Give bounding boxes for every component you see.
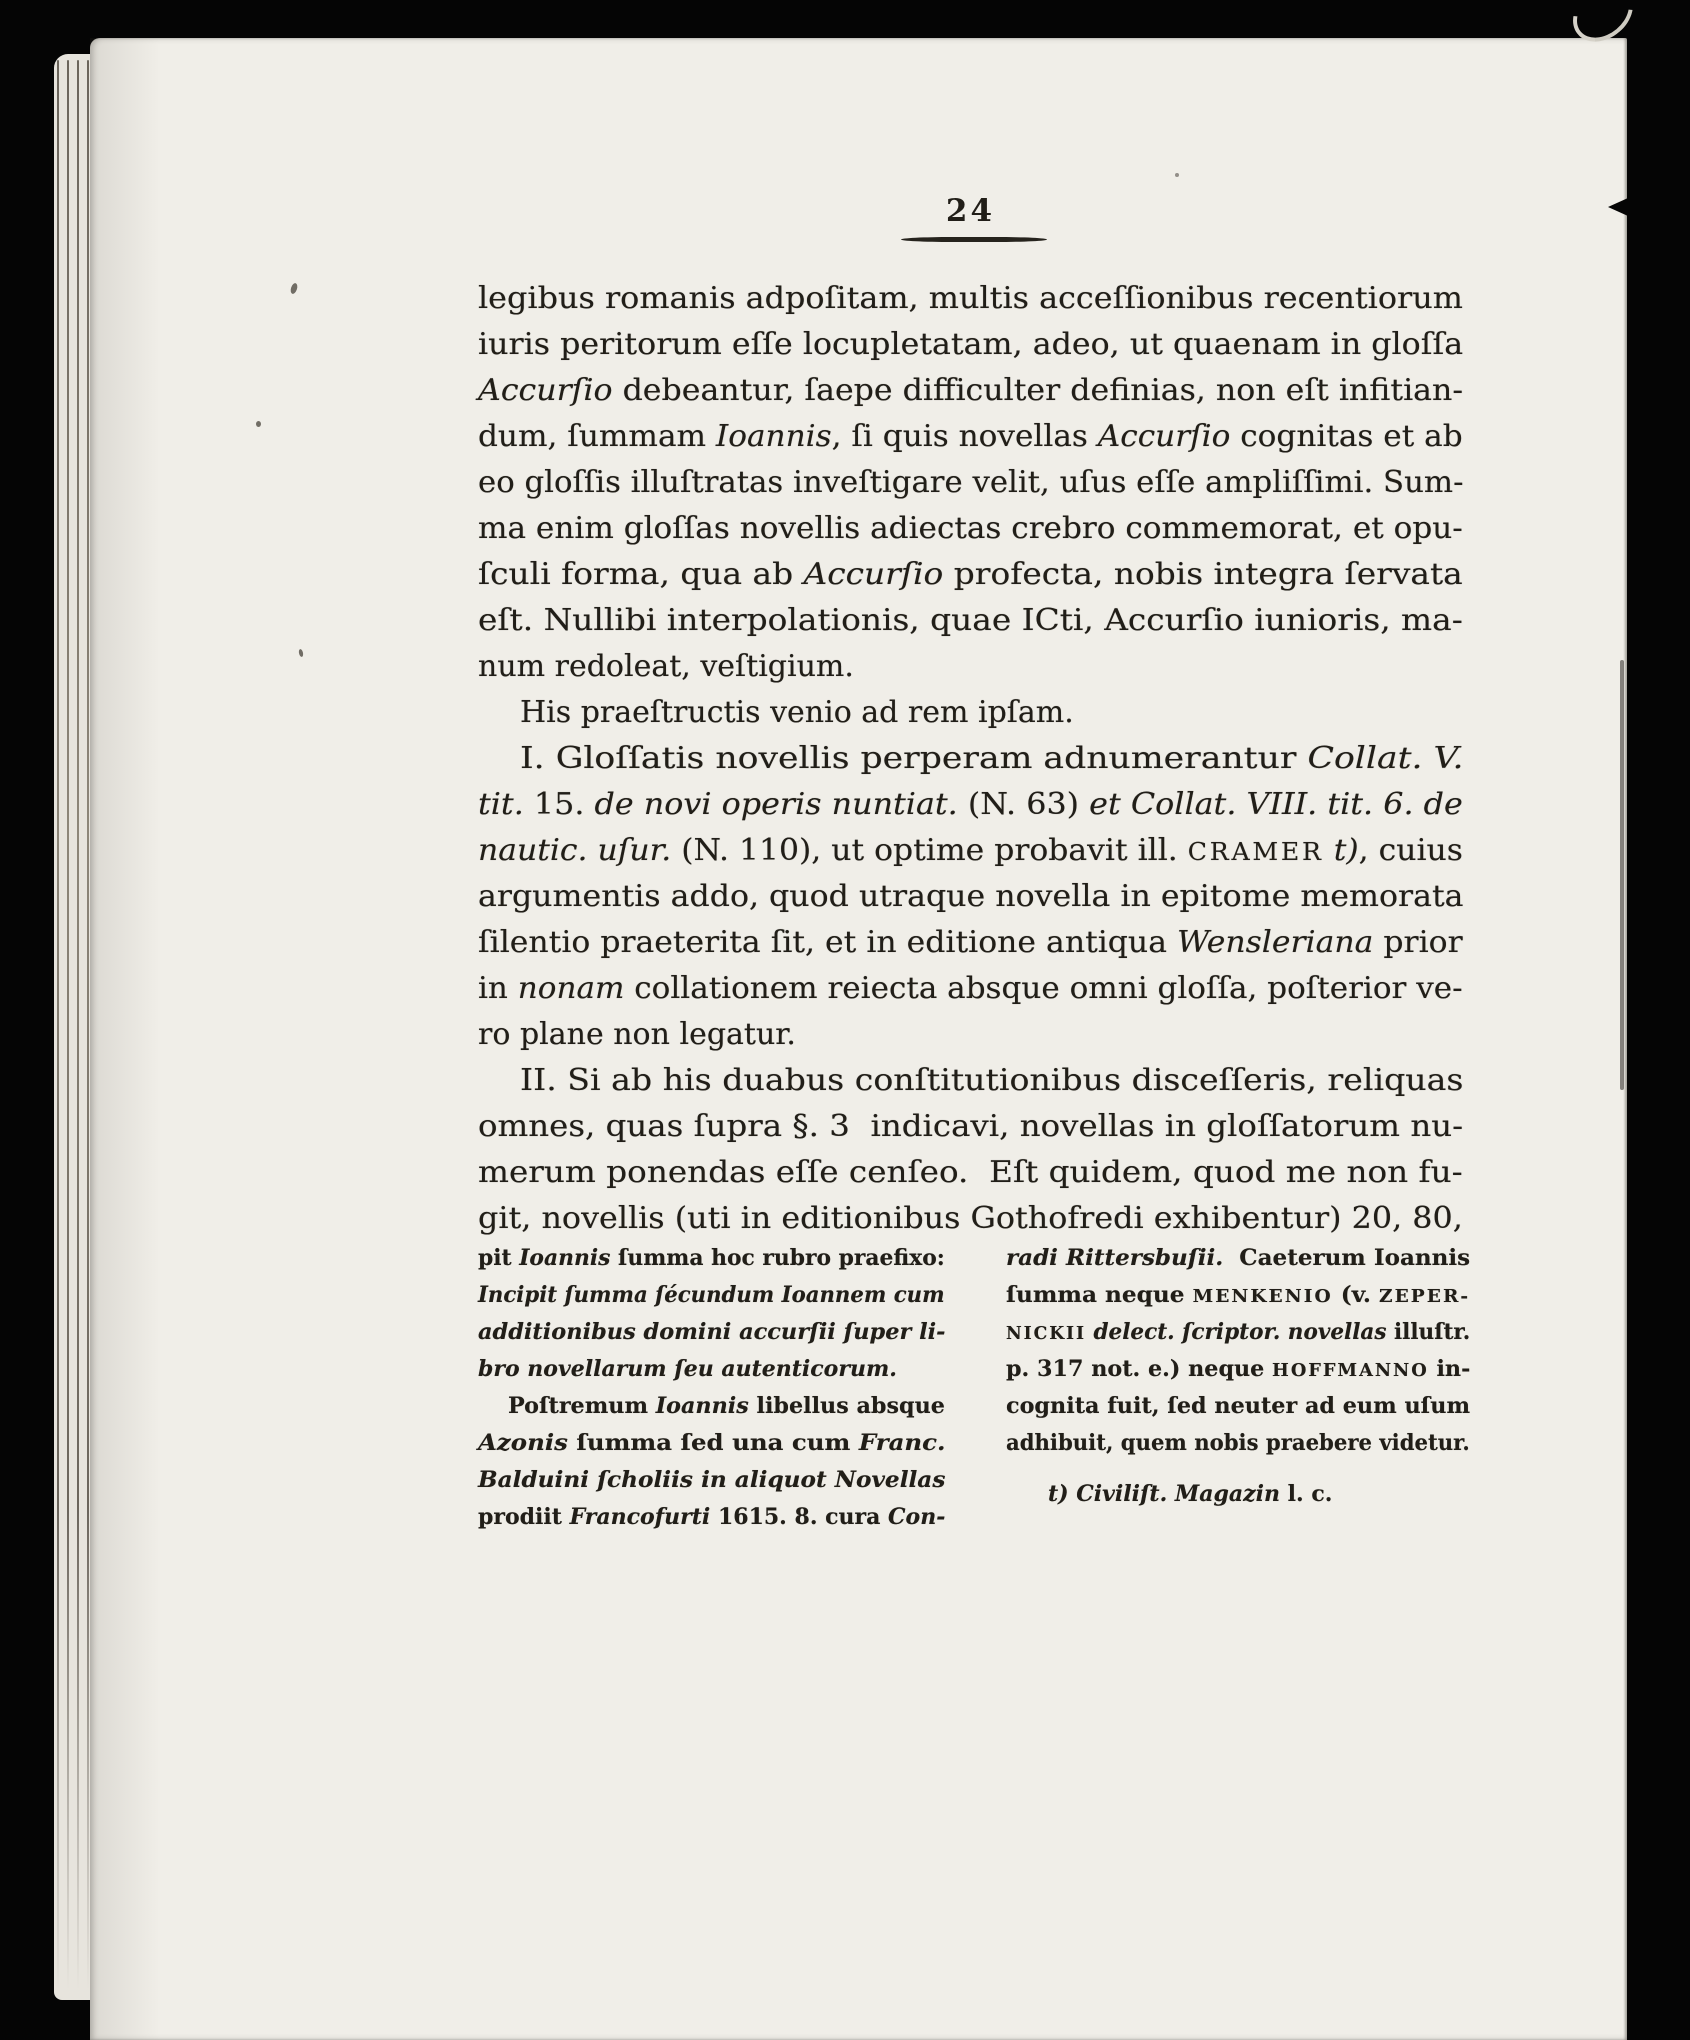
- text-segment: , cuius: [1358, 833, 1463, 868]
- text-segment: debeantur, ſaepe difficulter definias, non eſt infitian-: [612, 373, 1464, 408]
- text-segment: in: [478, 971, 518, 1006]
- page-edge-line: [57, 60, 59, 1990]
- footnote-right-column: [1006, 1240, 1470, 1513]
- text-segment: legibus romanis adpoſitam, multis acceſſionibus recentiorum: [478, 281, 1463, 316]
- text-segment: ſumma neque: [1006, 1282, 1193, 1308]
- text-segment: prior: [1373, 925, 1463, 960]
- text-segment: in-: [1428, 1356, 1471, 1382]
- italic-text: radi Rittersbuſii.: [1006, 1245, 1224, 1271]
- italic-text: Franc.: [858, 1430, 946, 1456]
- text-segment: prodiit: [478, 1504, 570, 1530]
- italic-text: Azonis: [478, 1430, 568, 1456]
- text-segment: p. 317 not. e.) neque: [1006, 1356, 1273, 1382]
- text-line: [478, 414, 1463, 460]
- text-line: [478, 966, 1463, 1012]
- text-line: [1006, 1314, 1470, 1351]
- text-line: [1006, 1240, 1470, 1277]
- italic-text: bro novellarum ſeu autenticorum.: [478, 1356, 897, 1382]
- text-line: [478, 1388, 945, 1425]
- page-edge-nick: [1608, 198, 1628, 216]
- text-line: [478, 1314, 945, 1351]
- text-line: [478, 782, 1463, 828]
- text-line: [478, 1499, 945, 1536]
- small-caps-text: ZEPER-: [1379, 1286, 1471, 1307]
- text-line: [478, 552, 1463, 598]
- text-segment: num redoleat, veſtigium.: [478, 649, 854, 684]
- text-segment: libellus absque: [748, 1393, 945, 1419]
- text-segment: ma enim gloſſas novellis adiectas crebro commemorat, et opu-: [478, 511, 1463, 546]
- text-line: [1006, 1388, 1470, 1425]
- text-segment: profecta, nobis integra ſervata: [943, 557, 1463, 592]
- italic-text: Incipit ſumma ſécundum Ioannem cum: [478, 1282, 945, 1308]
- page-edge-line: [67, 60, 69, 1990]
- text-segment: cognita fuit, ſed neuter ad eum uſum: [1006, 1393, 1471, 1419]
- italic-text: de novi operis nuntiat.: [594, 787, 958, 822]
- text-segment: Poſtremum: [508, 1393, 656, 1419]
- text-line: [478, 322, 1463, 368]
- text-segment: ſculi forma, qua ab: [478, 557, 804, 592]
- italic-text: tit.: [478, 787, 524, 822]
- page-number: 24: [945, 193, 996, 229]
- italic-text: Accurſio: [1097, 419, 1231, 454]
- text-segment: I. Gloſſatis novellis perperam adnumerantur: [520, 741, 1308, 776]
- text-segment: II. Si ab his duabus conſtitutionibus disceſſeris, reliquas: [520, 1063, 1464, 1098]
- text-segment: 1615. 8. cura: [710, 1504, 889, 1530]
- text-segment: (N. 110), ut optime probavit ill.: [671, 833, 1188, 868]
- text-line: [1006, 1425, 1470, 1462]
- italic-text: Collat. V.: [1307, 741, 1464, 776]
- italic-text: Ioannis: [655, 1393, 749, 1419]
- small-caps-text: CRAMER: [1187, 838, 1324, 866]
- text-line: [478, 506, 1463, 552]
- text-segment: l. c.: [1280, 1481, 1333, 1507]
- italic-text: Con-: [888, 1504, 946, 1530]
- italic-text: Ioannis: [715, 419, 832, 454]
- text-segment: adhibuit, quem nobis praebere videtur.: [1006, 1430, 1470, 1456]
- text-line: [478, 690, 1463, 736]
- text-segment: His praeſtructis venio ad rem ipſam.: [520, 695, 1074, 730]
- italic-text: Balduini ſcholiis in aliquot Novellas: [478, 1467, 946, 1493]
- text-segment: ro plane non legatur.: [478, 1017, 796, 1052]
- italic-text: additionibus domini accurſii ſuper li-: [478, 1319, 946, 1345]
- text-segment: iuris peritorum eſſe locupletatam, adeo, ut quaenam in gloſſa: [478, 327, 1464, 362]
- text-segment: merum ponendas eſſe cenſeo. Eſt quidem, quod me non fu-: [478, 1155, 1463, 1190]
- text-segment: Caeterum Ioannis: [1223, 1245, 1471, 1271]
- text-segment: collationem reiecta absque omni gloſſa, poſterior ve-: [624, 971, 1463, 1006]
- text-line: [478, 1351, 945, 1388]
- book-page: [90, 38, 1627, 2040]
- small-caps-text: MENKENIO: [1192, 1286, 1333, 1307]
- text-segment: eſt. Nullibi interpolationis, quae ICti, Accurſio iunioris, ma-: [478, 603, 1463, 638]
- text-line: [478, 276, 1463, 322]
- italic-text: Accurſio: [478, 373, 613, 408]
- italic-text: et Collat. VIII. tit. 6. de: [1089, 787, 1463, 822]
- text-line: [1006, 1476, 1470, 1513]
- main-text-block: [478, 276, 1463, 1242]
- page-number-rule: [901, 237, 1047, 242]
- italic-text: Francofurti: [569, 1504, 711, 1530]
- page-edge-line: [87, 60, 89, 1990]
- scan-edge-shadow: [1620, 660, 1624, 1090]
- text-line: [478, 1277, 945, 1314]
- text-line: [478, 460, 1463, 506]
- italic-text: Wensleriana: [1176, 925, 1374, 960]
- text-line: [1006, 1277, 1470, 1314]
- text-line: [478, 1104, 1463, 1150]
- text-line: [478, 1150, 1463, 1196]
- italic-text: delect. ſcriptor. novellas: [1093, 1319, 1387, 1345]
- text-line: [478, 874, 1463, 920]
- text-line: [478, 1462, 945, 1499]
- text-segment: (v.: [1332, 1282, 1380, 1308]
- text-segment: git, novellis (uti in editionibus Gothofredi exhibentur) 20, 80,: [478, 1201, 1463, 1236]
- text-segment: illuſtr.: [1386, 1319, 1471, 1345]
- text-segment: 15.: [523, 787, 595, 822]
- text-segment: argumentis addo, quod utraque novella in epitome memorata: [478, 879, 1464, 914]
- text-segment: ſilentio praeterita ſit, et in editione antiqua: [478, 925, 1177, 960]
- text-line: [478, 1058, 1463, 1104]
- text-segment: pit: [478, 1245, 520, 1271]
- text-segment: dum, ſummam: [478, 419, 716, 454]
- text-line: [478, 1425, 945, 1462]
- page-edge-line: [77, 60, 79, 1990]
- italic-text: nautic. uſur.: [478, 833, 672, 868]
- text-line: [478, 920, 1463, 966]
- text-segment: omnes, quas ſupra §. 3 indicavi, novellas in gloſſatorum nu-: [478, 1109, 1464, 1144]
- text-line: [1006, 1351, 1470, 1388]
- text-line: [478, 644, 1463, 690]
- small-caps-text: HOFFMANNO: [1272, 1360, 1429, 1381]
- text-line: [478, 1012, 1463, 1058]
- text-line: [478, 736, 1463, 782]
- text-segment: , ſi quis novellas: [831, 419, 1098, 454]
- text-segment: ſumma ſed una cum: [567, 1430, 859, 1456]
- italic-text: nonam: [517, 971, 625, 1006]
- text-line: [478, 368, 1463, 414]
- text-segment: (N. 63): [957, 787, 1090, 822]
- text-line: [478, 1240, 945, 1277]
- footnote-left-column: [478, 1240, 945, 1536]
- text-line: [478, 1196, 1463, 1242]
- scan-speck: [256, 421, 261, 427]
- small-caps-text: NICKII: [1006, 1323, 1086, 1344]
- text-line: [478, 828, 1463, 874]
- italic-text: Accurſio: [803, 557, 944, 592]
- italic-text: Ioannis: [519, 1245, 611, 1271]
- text-segment: eo gloſſis illuſtratas inveſtigare velit, uſus eſſe ampliſſimi. Sum-: [478, 465, 1464, 500]
- text-segment: ſumma hoc rubro praefixo:: [610, 1245, 945, 1271]
- scan-speck: [1175, 173, 1179, 177]
- text-line: [478, 598, 1463, 644]
- italic-text: t): [1323, 833, 1359, 868]
- italic-text: t) Civiliſt. Magazin: [1048, 1481, 1280, 1507]
- text-segment: cognitas et ab: [1230, 419, 1463, 454]
